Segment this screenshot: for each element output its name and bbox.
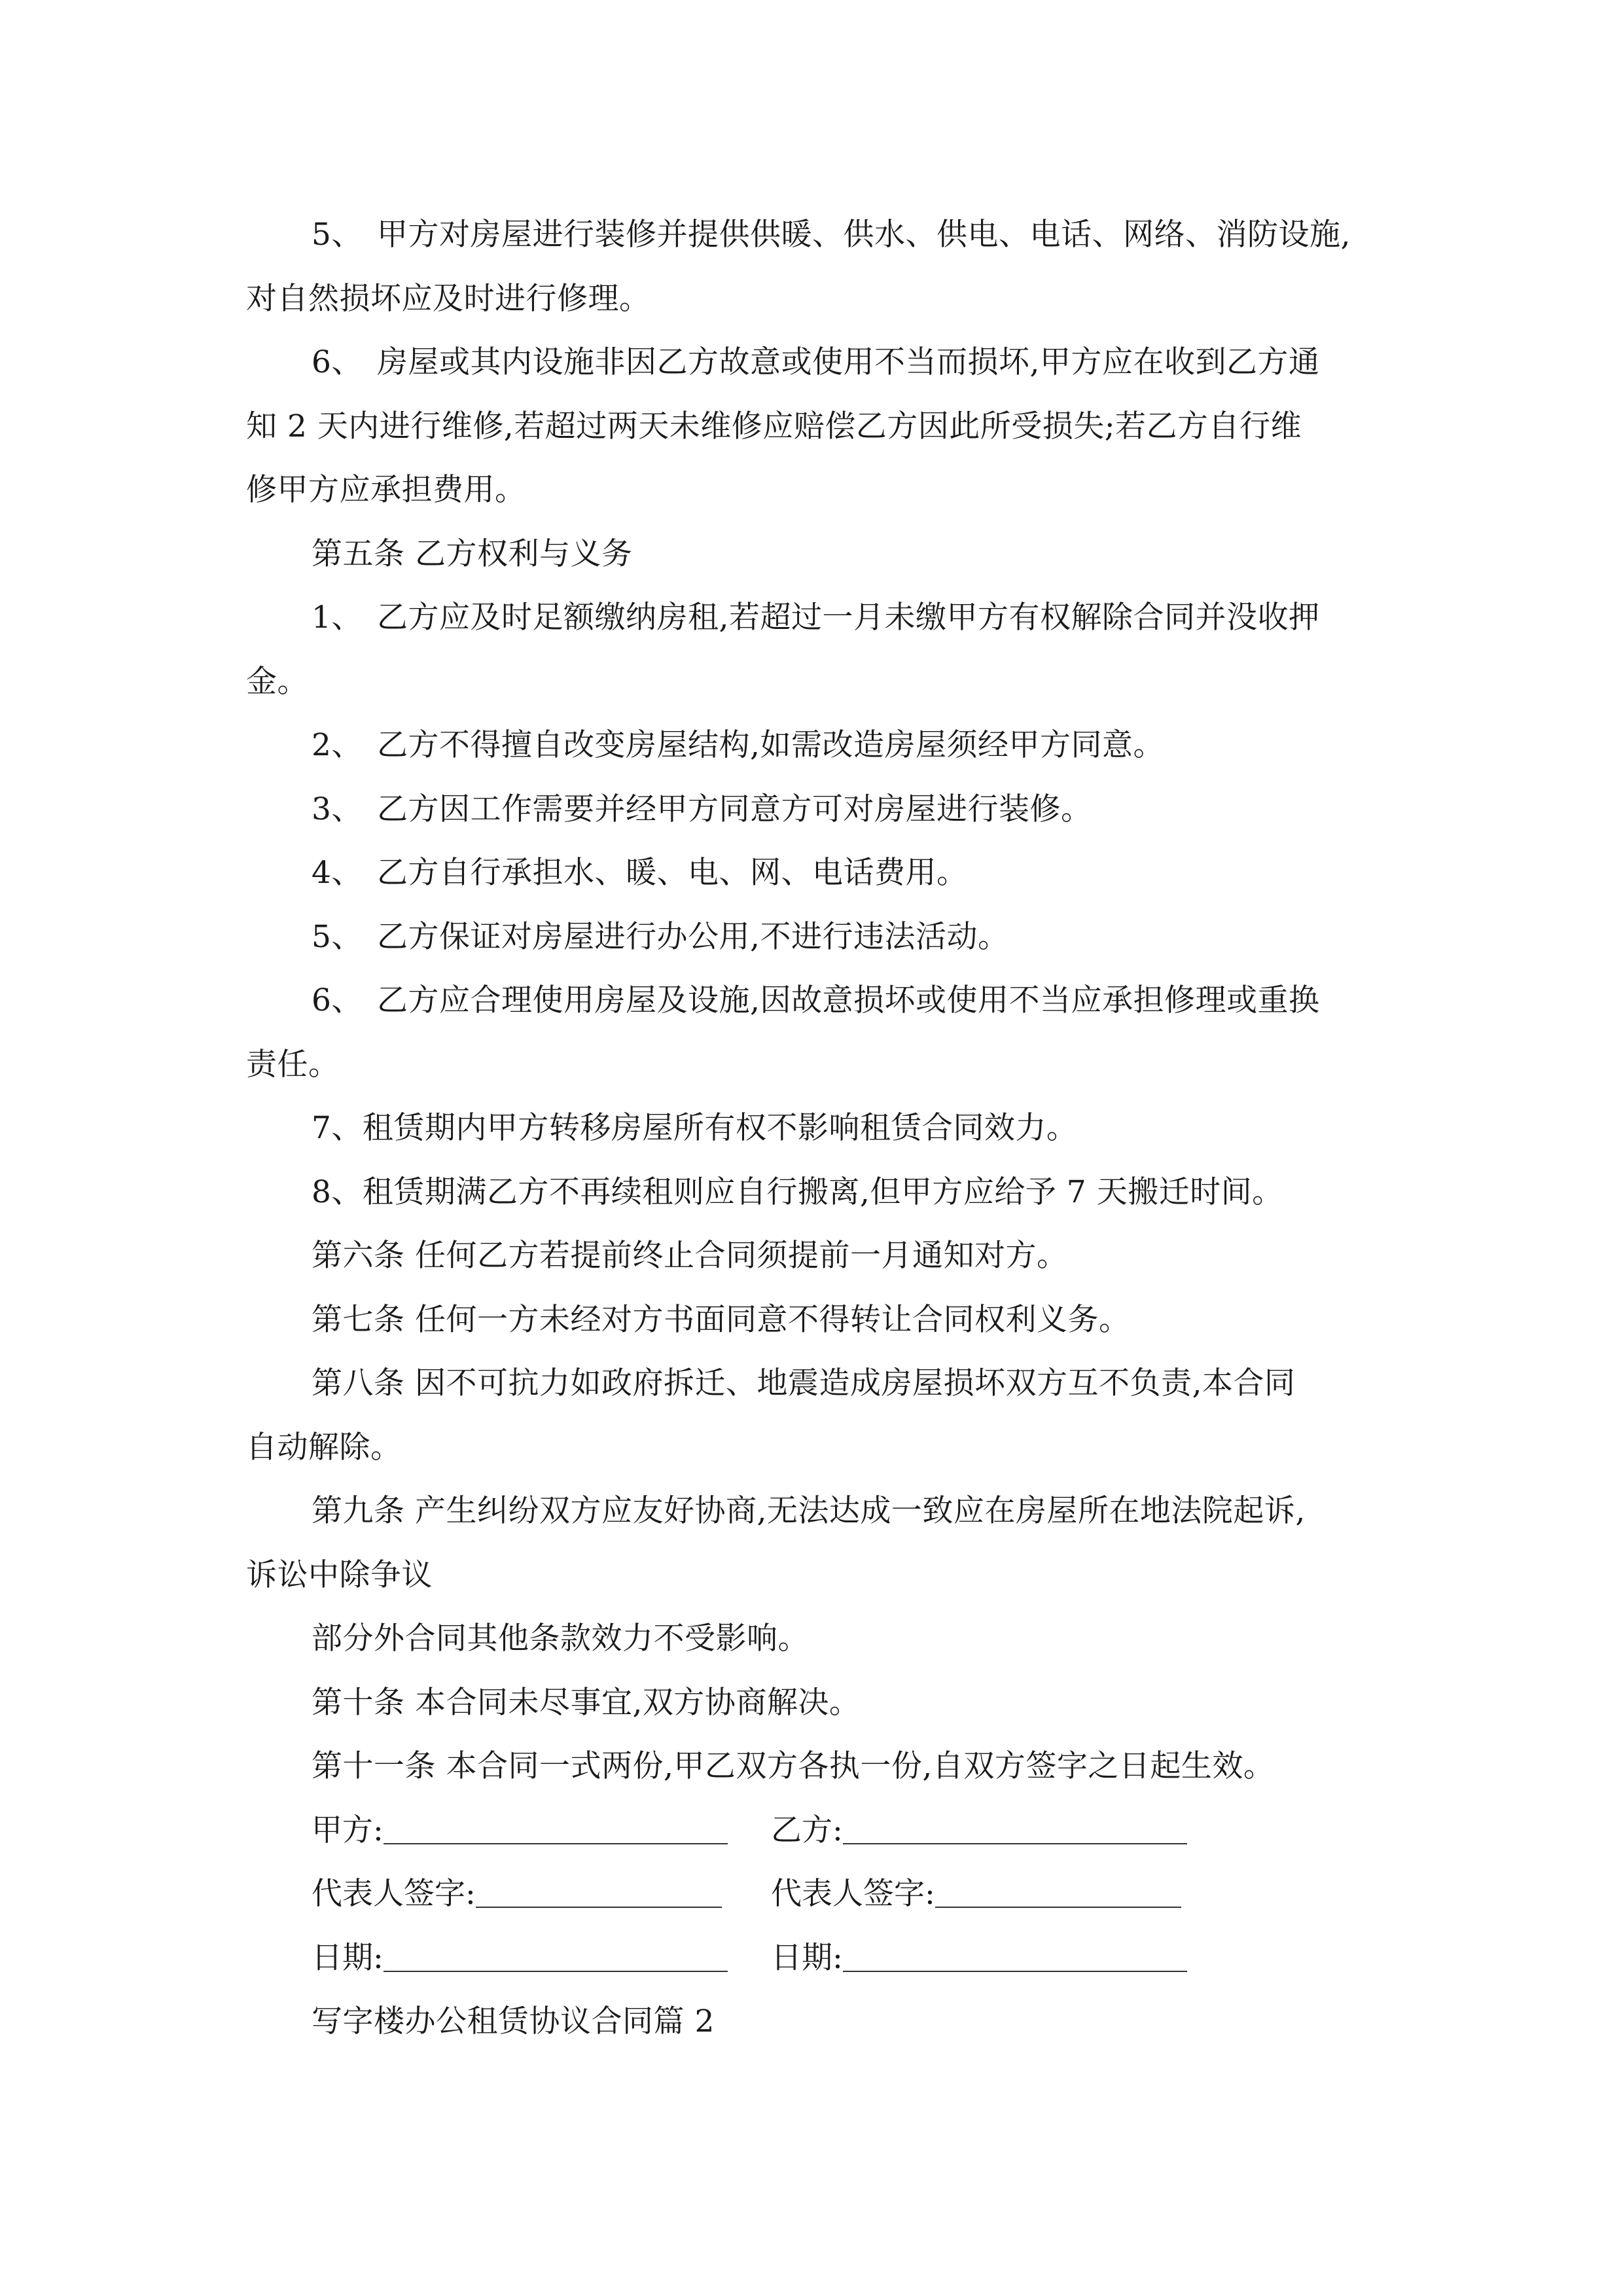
clause-5-5: [246, 905, 1391, 969]
party-b-label: 乙方:: [771, 1812, 843, 1848]
clause-number: 4、: [312, 855, 363, 891]
clause-number: 6、: [312, 344, 363, 380]
clause-5-6-line2: 责任。: [246, 1046, 340, 1083]
clause-text: 乙方保证对房屋进行办公用,不进行违法活动。: [377, 918, 1009, 955]
article-10: 第十条 本合同未尽事宜,双方协商解决。: [312, 1684, 861, 1721]
date-a-label: 日期:: [312, 1939, 383, 1976]
clause-4-5-line2: 对自然损坏应及时进行修理。: [246, 280, 651, 317]
clause-5-8: 8、租赁期满乙方不再续租则应自行搬离,但甲方应给予 7 天搬迁时间。: [312, 1174, 1283, 1210]
clause-number: 5、: [312, 918, 363, 955]
article-9-line1: 第九条 产生纠纷双方应友好协商,无法达成一致应在房屋所在地法院起诉,: [312, 1493, 1306, 1529]
clause-4-6-line3: 修甲方应承担费用。: [246, 472, 526, 508]
clause-5-7: 7、租赁期内甲方转移房屋所有权不影响租赁合同效力。: [312, 1110, 1078, 1146]
rep-b-group: [771, 1862, 1181, 1926]
date-b-label: 日期:: [771, 1939, 843, 1976]
clause-number: 5、: [312, 217, 363, 253]
article-7: 第七条 任何一方未经对方书面同意不得转让合同权利义务。: [312, 1301, 1130, 1338]
rep-b-signature-blank[interactable]: [935, 1880, 1181, 1908]
clause-4-5-line1: [246, 203, 1391, 267]
clause-5-1-line2: 金。: [246, 663, 308, 700]
clause-text: 乙方应合理使用房屋及设施,因故意损坏或使用不当应承担修理或重换: [377, 982, 1320, 1018]
article-9-line3: 部分外合同其他条款效力不受影响。: [312, 1621, 809, 1657]
clause-number: 1、: [312, 600, 363, 636]
rep-a-signature-blank[interactable]: [476, 1880, 722, 1908]
clause-number: 2、: [312, 727, 363, 763]
signature-row-date: [246, 1926, 1391, 1990]
signature-row-representative: [246, 1862, 1391, 1926]
clause-5-6-line1: [246, 969, 1391, 1033]
article-5-heading: 第五条 乙方权利与义务: [312, 535, 633, 572]
party-a-signature-blank[interactable]: [383, 1817, 728, 1844]
clause-5-2: [246, 713, 1391, 778]
clause-5-4: [246, 841, 1391, 905]
article-8-line1: 第八条 因不可抗力如政府拆迁、地震造成房屋损坏双方互不负责,本合同: [312, 1365, 1296, 1401]
clause-text: 乙方不得擅自改变房屋结构,如需改造房屋须经甲方同意。: [377, 727, 1164, 763]
clause-4-6-line2: 知 2 天内进行维修,若超过两天未维修应赔偿乙方因此所受损失;若乙方自行维: [246, 408, 1302, 444]
date-b-group: [771, 1926, 1187, 1990]
clause-text: 甲方对房屋进行装修并提供供暖、供水、供电、电话、网络、消防设施,: [377, 217, 1351, 253]
article-6: 第六条 任何乙方若提前终止合同须提前一月通知对方。: [312, 1238, 1068, 1274]
clause-4-6-line1: [246, 331, 1391, 395]
contract-body: [246, 203, 1391, 2054]
party-a-label: 甲方:: [312, 1812, 383, 1848]
clause-number: 6、: [312, 982, 363, 1018]
signature-row-party: [246, 1799, 1391, 1863]
article-9-line2: 诉讼中除争议: [246, 1556, 433, 1593]
clause-5-3: [246, 778, 1391, 842]
rep-a-label: 代表人签字:: [312, 1876, 476, 1912]
next-section-title: 写字楼办公租赁协议合同篇 2: [312, 2003, 715, 2039]
date-a-blank[interactable]: [383, 1945, 728, 1972]
party-b-group: [771, 1799, 1187, 1863]
clause-text: 乙方自行承担水、暖、电、网、电话费用。: [377, 855, 968, 891]
party-b-signature-blank[interactable]: [843, 1817, 1187, 1844]
clause-text: 房屋或其内设施非因乙方故意或使用不当而损坏,甲方应在收到乙方通: [377, 344, 1320, 380]
date-b-blank[interactable]: [843, 1945, 1187, 1972]
clause-text: 乙方因工作需要并经甲方同意方可对房屋进行装修。: [377, 791, 1092, 827]
clause-number: 3、: [312, 791, 363, 827]
rep-b-label: 代表人签字:: [771, 1876, 935, 1912]
clause-text: 乙方应及时足额缴纳房租,若超过一月未缴甲方有权解除合同并没收押: [377, 600, 1320, 636]
clause-5-1-line1: [246, 586, 1391, 650]
article-11: 第十一条 本合同一式两份,甲乙双方各执一份,自双方签字之日起生效。: [312, 1748, 1275, 1784]
article-8-line2: 自动解除。: [246, 1429, 402, 1465]
